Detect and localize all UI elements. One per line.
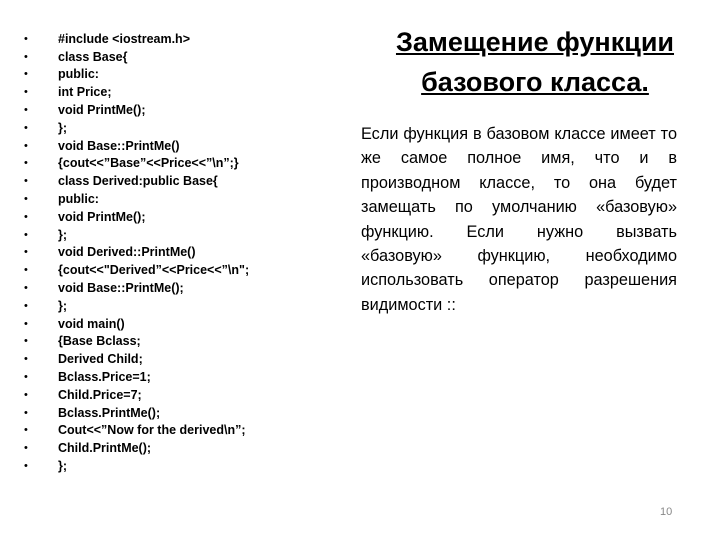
code-text: }; [58, 459, 68, 474]
bullet-icon: • [24, 228, 28, 241]
bullet-icon: • [24, 210, 28, 223]
bullet-icon: • [24, 175, 28, 188]
bullet-icon: • [24, 442, 28, 455]
bullet-icon: • [24, 335, 28, 348]
code-text: {cout<<"Derived”<<Price<<”\n"; [58, 263, 250, 278]
bullet-icon: • [24, 353, 28, 366]
code-text: Derived Child; [58, 352, 143, 367]
code-text: public: [58, 192, 99, 207]
code-text: Bclass.PrintMe(); [58, 405, 161, 420]
page-number: 10 [660, 506, 673, 518]
code-line [24, 404, 249, 422]
slide-title-line-2: базового класса. [421, 67, 649, 97]
code-line [24, 333, 249, 351]
bullet-icon: • [24, 388, 28, 401]
bullet-icon: • [24, 50, 28, 63]
code-text: void PrintMe(); [58, 209, 146, 224]
code-text: class Derived:public Base{ [58, 174, 218, 189]
slide-title [370, 22, 700, 102]
code-line [24, 190, 249, 208]
code-line [24, 101, 249, 119]
code-line [24, 261, 249, 279]
bullet-icon: • [24, 121, 28, 134]
bullet-icon: • [24, 139, 28, 152]
code-text: }; [58, 298, 68, 313]
code-line [24, 48, 249, 66]
code-line [24, 155, 249, 173]
code-text: Cout<<”Now for the derived\n”; [58, 423, 246, 438]
code-text: int Price; [58, 85, 112, 100]
code-text: Bclass.Price=1; [58, 370, 151, 385]
code-line [24, 172, 249, 190]
code-line [24, 83, 249, 101]
code-text: }; [58, 120, 68, 135]
code-line [24, 30, 249, 48]
code-text: }; [58, 227, 68, 242]
code-listing [24, 30, 249, 475]
bullet-icon: • [24, 32, 28, 45]
code-line [24, 422, 249, 440]
code-text: #include <iostream.h> [58, 31, 190, 46]
bullet-icon: • [24, 104, 28, 117]
bullet-icon: • [24, 406, 28, 419]
code-line [24, 119, 249, 137]
slide-title-line-1: Замещение функции [395, 27, 675, 57]
code-line [24, 439, 249, 457]
code-line [24, 279, 249, 297]
code-text: void Base::PrintMe() [58, 138, 180, 153]
code-text: Child.PrintMe(); [58, 441, 152, 456]
code-text: void PrintMe(); [58, 103, 146, 118]
code-text: class Base{ [58, 49, 128, 64]
code-line [24, 350, 249, 368]
code-line [24, 457, 249, 475]
code-text: {Base Bclass; [58, 334, 141, 349]
code-text: Child.Price=7; [58, 387, 142, 402]
code-text: void main() [58, 316, 125, 331]
code-line [24, 244, 249, 262]
bullet-icon: • [24, 264, 28, 277]
bullet-icon: • [24, 193, 28, 206]
code-text: void Derived::PrintMe() [58, 245, 196, 260]
code-line [24, 368, 249, 386]
code-text: public: [58, 67, 99, 82]
slide-body-text: Если функция в базовом классе имеет то же самое полное имя, что и в производном классе, то она будет замещать по умолчанию «базовую» функцию. Если нужно вызвать «базовую» функцию, необходимо использовать оператор разрешения видимости :: [361, 125, 677, 314]
bullet-icon: • [24, 68, 28, 81]
bullet-icon: • [24, 317, 28, 330]
bullet-icon: • [24, 371, 28, 384]
code-line [24, 137, 249, 155]
code-line [24, 66, 249, 84]
code-text: void Base::PrintMe(); [58, 281, 184, 296]
bullet-icon: • [24, 282, 28, 295]
code-line [24, 315, 249, 333]
bullet-icon: • [24, 246, 28, 259]
bullet-icon: • [24, 157, 28, 170]
bullet-icon: • [24, 299, 28, 312]
bullet-icon: • [24, 460, 28, 473]
bullet-icon: • [24, 424, 28, 437]
code-text: {cout<<”Base”<<Price<<”\n”;} [58, 156, 239, 171]
code-line [24, 226, 249, 244]
code-line [24, 297, 249, 315]
code-line [24, 208, 249, 226]
code-line [24, 386, 249, 404]
bullet-icon: • [24, 86, 28, 99]
